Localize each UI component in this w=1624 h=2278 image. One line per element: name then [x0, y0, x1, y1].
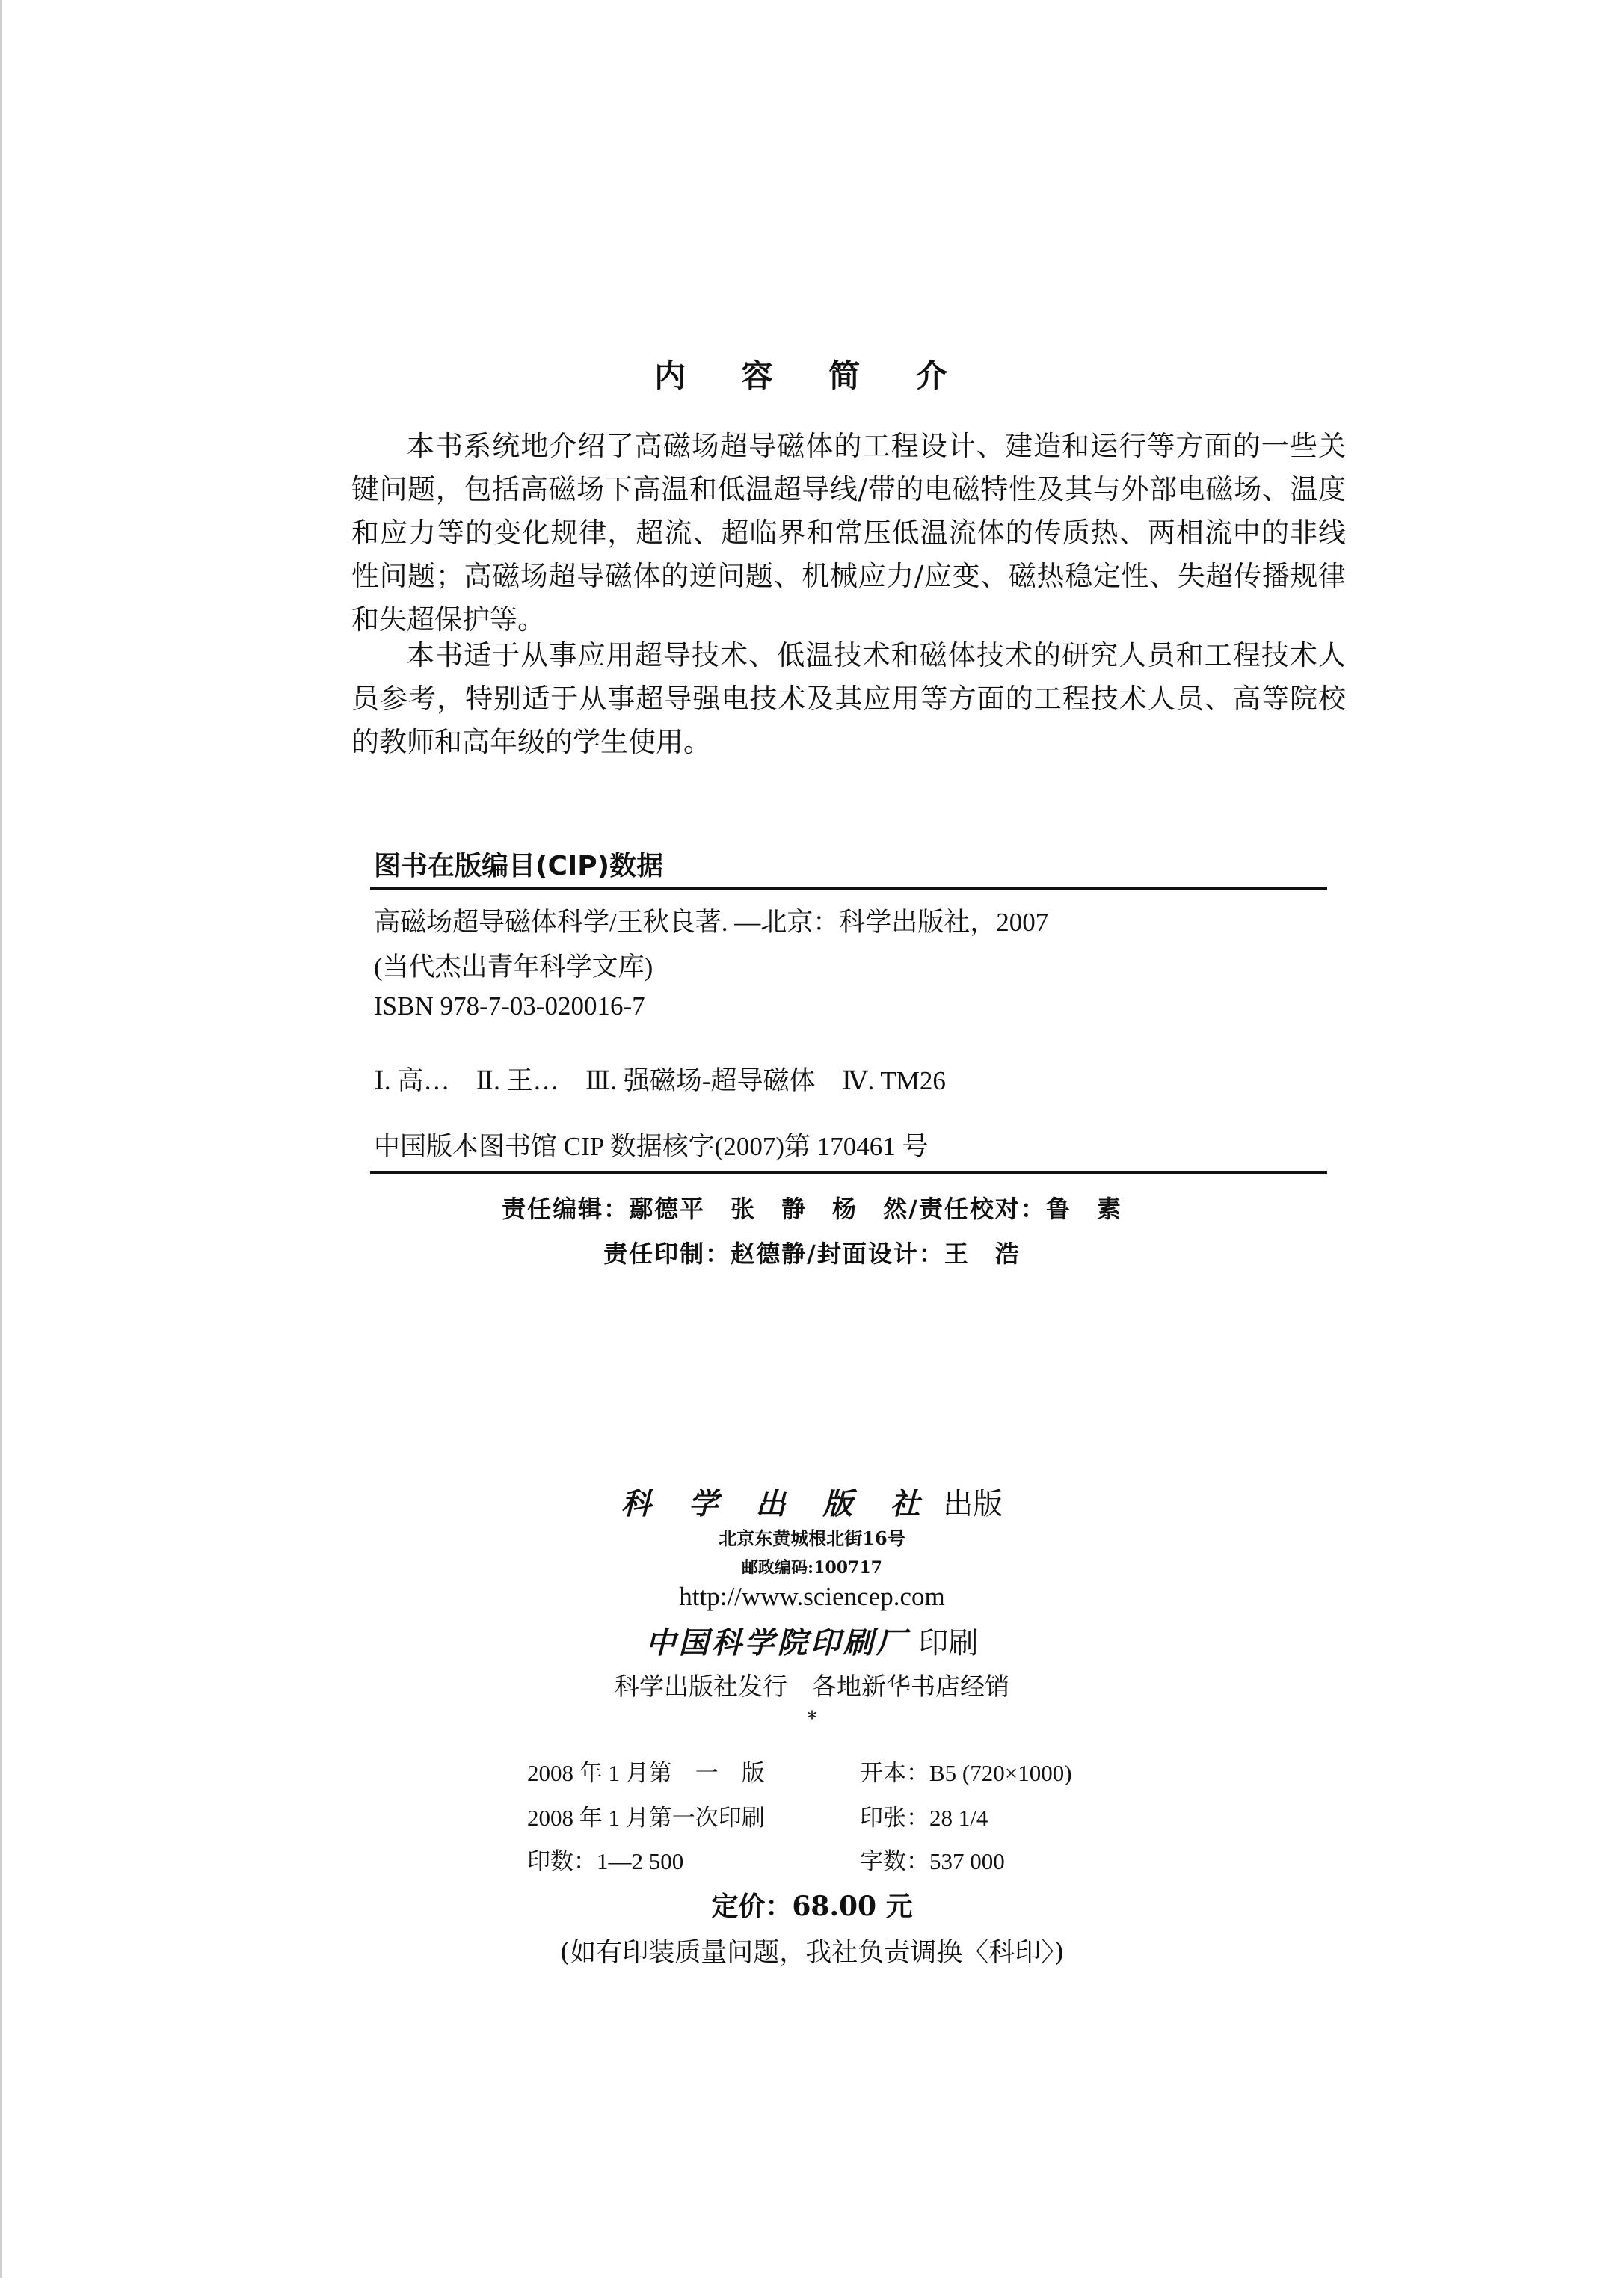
- summary-title: 内 容 简 介: [654, 357, 970, 394]
- imprint-word-count: 字数：537 000: [860, 1848, 1005, 1874]
- imprint-printing: 2008 年 1 月第一次印刷: [527, 1805, 765, 1831]
- imprint-edition: 2008 年 1 月第 一 版: [527, 1760, 765, 1786]
- publisher-suffix: 出版: [943, 1487, 1003, 1521]
- publisher-line: [0, 1480, 1624, 1523]
- publisher-address: 北京东黄城根北街16号: [719, 1527, 905, 1549]
- publisher-logo-text: 科 学 出 版 社: [621, 1486, 934, 1521]
- printer-logo-text: 中国科学院印刷厂: [645, 1625, 909, 1660]
- publisher-postcode: 邮政编码:100717: [742, 1558, 882, 1577]
- distribution-line: 科学出版社发行 各地新华书店经销: [615, 1672, 1009, 1701]
- cip-isbn: ISBN 978-7-03-020016-7: [374, 991, 645, 1021]
- cip-classification: Ⅰ. 高… Ⅱ. 王… Ⅲ. 强磁场-超导磁体 Ⅳ. TM26: [374, 1066, 946, 1095]
- cip-bottom-rule: [370, 1171, 1327, 1174]
- publisher-url: http://www.sciencep.com: [679, 1582, 945, 1611]
- imprint-price: 定价：68.00 元: [711, 1891, 913, 1922]
- cip-record-number: 中国版本图书馆 CIP 数据核字(2007)第 170461 号: [374, 1132, 929, 1161]
- cip-heading: 图书在版编目(CIP)数据: [374, 851, 664, 881]
- summary-paragraph-1: 本书系统地介绍了高磁场超导磁体的工程设计、建造和运行等方面的一些关键问题，包括高磁场下高温和低温超导线/带的电磁特性及其与外部电磁场、温度和应力等的变化规律，超流、超临界和常压低温流体的传质热、两相流中的非线性问题；高磁场超导磁体的逆问题、机械应力/应变、磁热稳定性、失超传播规律和失超保护等。: [351, 430, 1346, 635]
- imprint-format: 开本：B5 (720×1000): [860, 1760, 1072, 1786]
- cip-top-rule: [370, 887, 1327, 890]
- imprint-notice: (如有印装质量问题，我社负责调换〈科印〉): [559, 1938, 1065, 1968]
- imprint-copies: 印数：1—2 500: [527, 1848, 684, 1874]
- separator-star: *: [807, 1708, 817, 1730]
- credits-production: 责任印制：赵德静/封面设计：王 浩: [603, 1240, 1021, 1268]
- printer-suffix: 印刷: [918, 1626, 979, 1660]
- cip-title-line: 高磁场超导磁体科学/王秋良著. —北京：科学出版社，2007: [374, 908, 1049, 937]
- cip-series-line: (当代杰出青年科学文库): [374, 952, 653, 982]
- summary-paragraph-2: 本书适于从事应用超导技术、低温技术和磁体技术的研究人员和工程技术人员参考，特别适于从事超导强电技术及其应用等方面的工程技术人员、高等院校的教师和高年级的学生使用。: [351, 639, 1346, 758]
- printer-line: [0, 1619, 1624, 1662]
- credits-editors: 责任编辑：鄢德平 张 静 杨 然/责任校对：鲁 素: [502, 1195, 1122, 1223]
- imprint-sheets: 印张：28 1/4: [860, 1805, 988, 1831]
